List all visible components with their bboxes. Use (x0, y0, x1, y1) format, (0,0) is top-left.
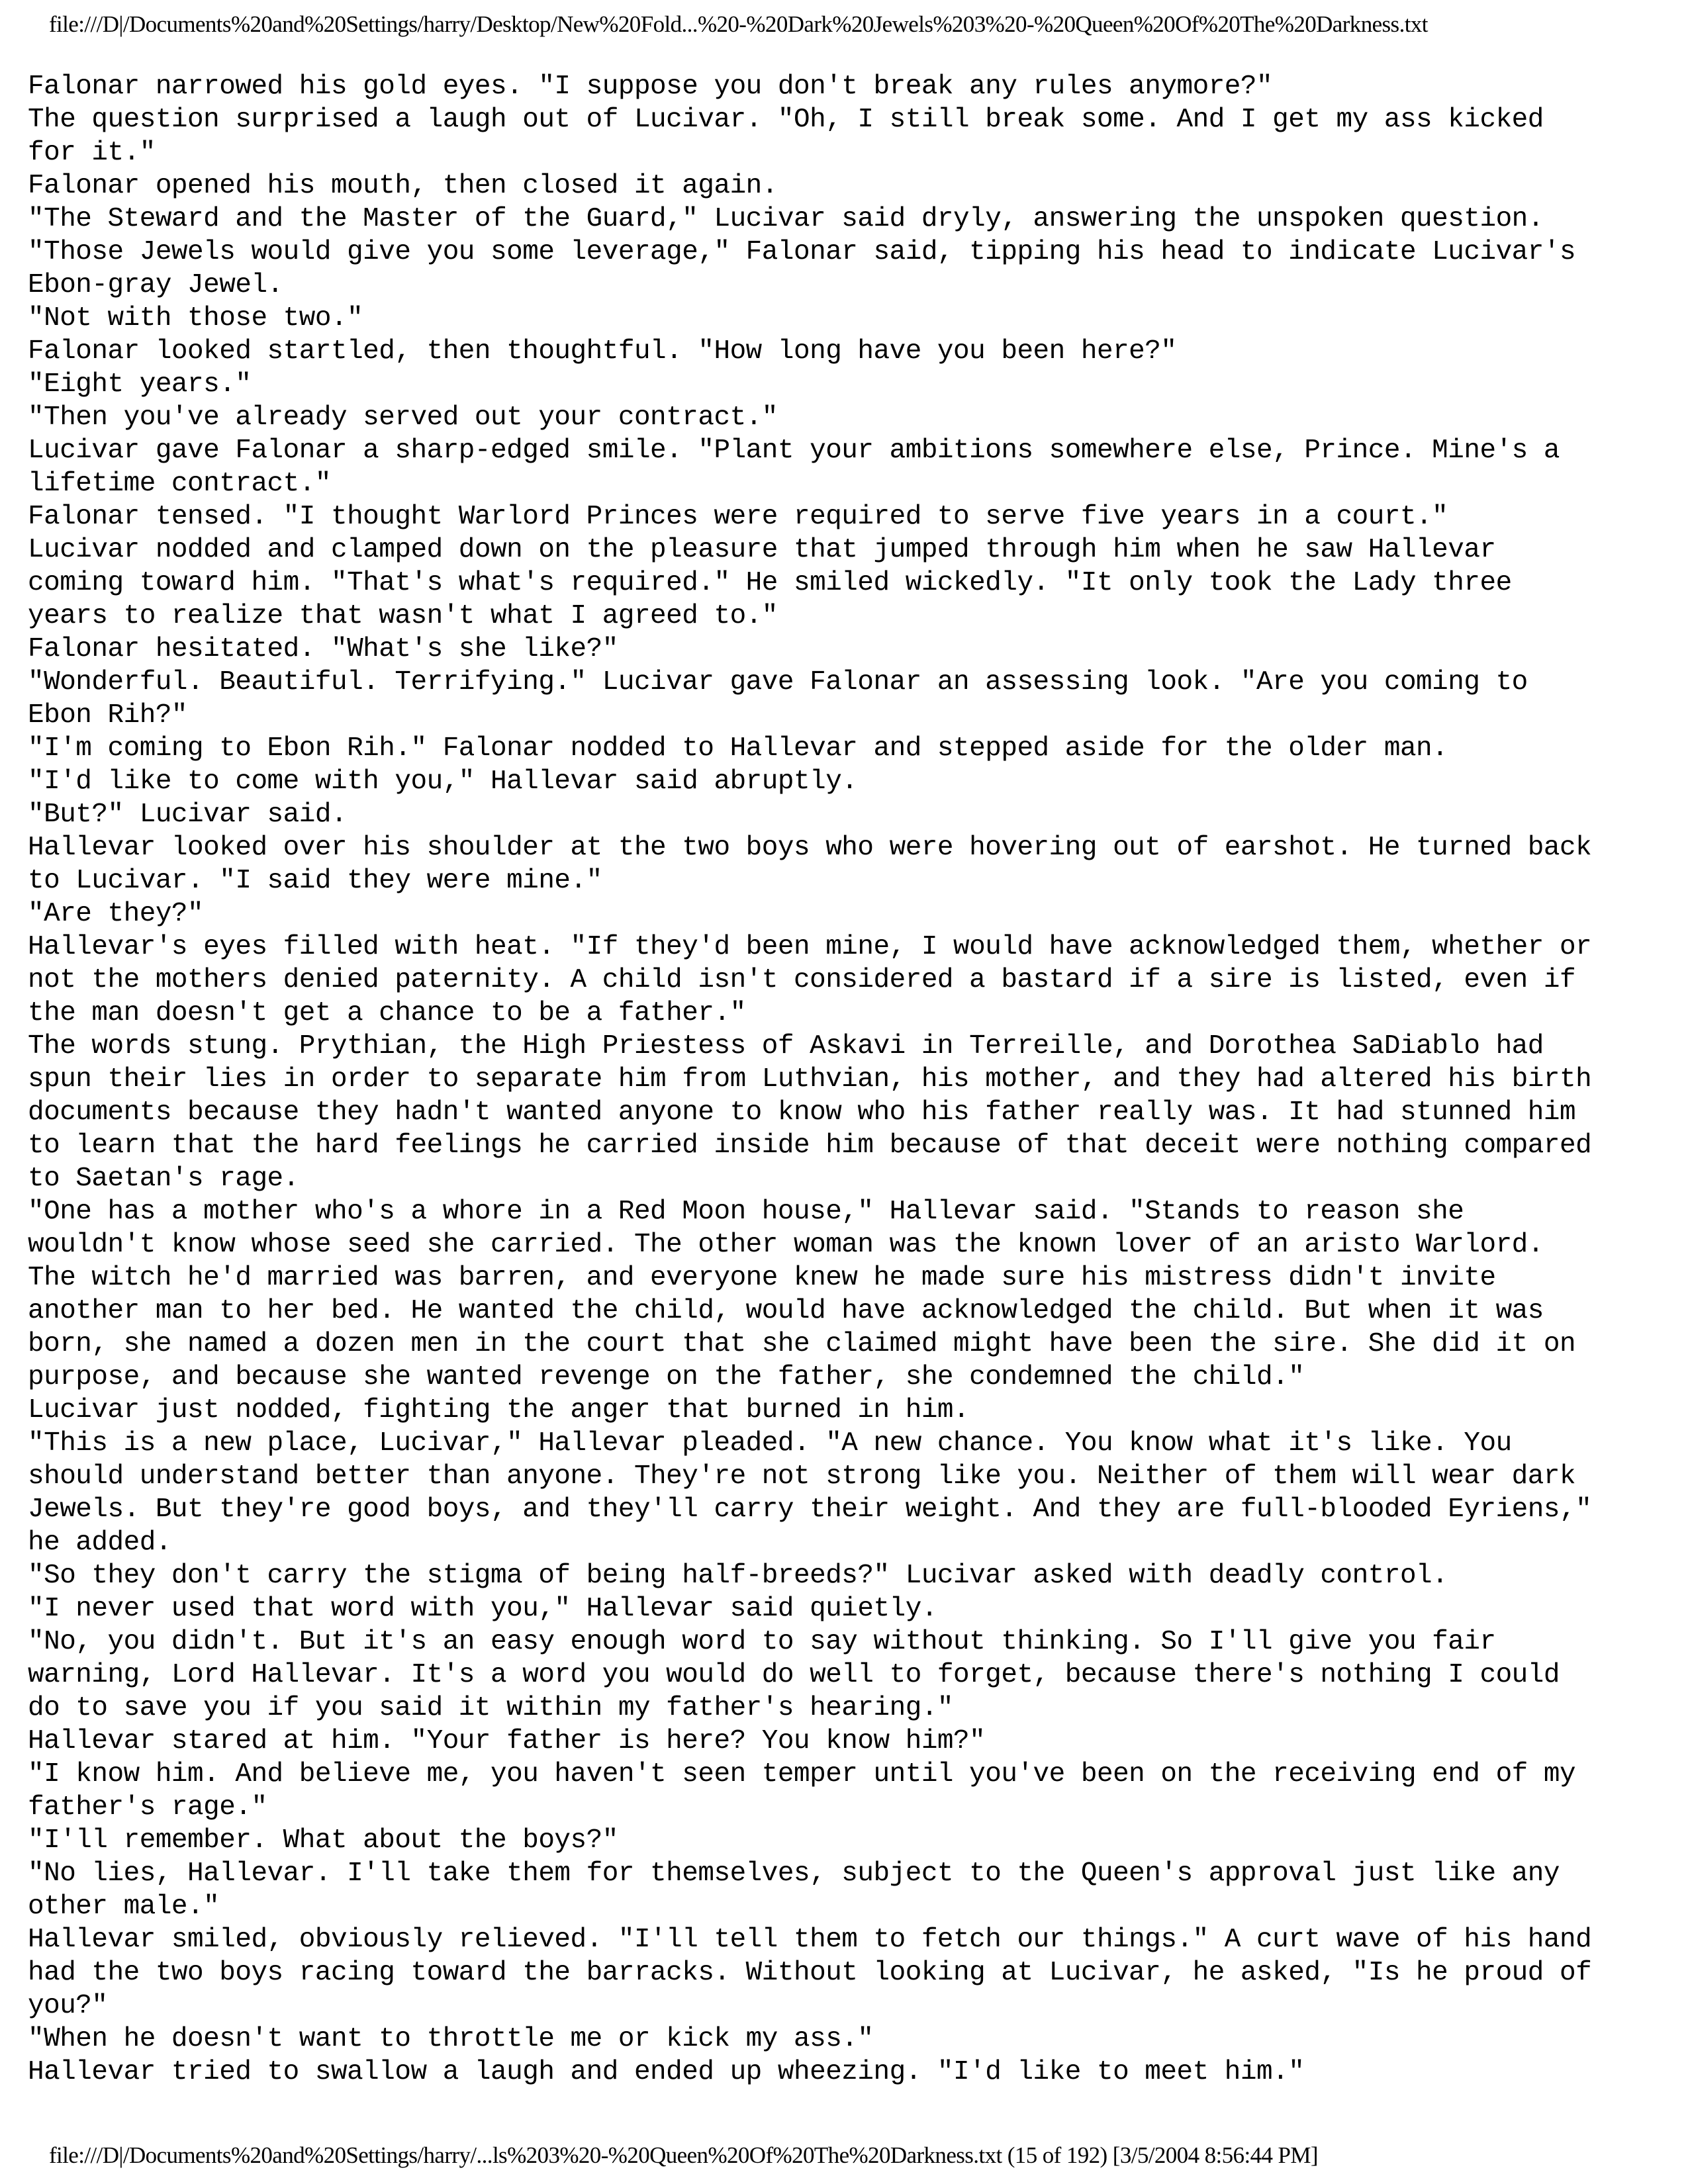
text-line: Falonar narrowed his gold eyes. "I suppose you don't break any rules anymore?" (28, 71, 1273, 102)
text-line: "This is a new place, Lucivar," Hallevar pleaded. "A new chance. You know what it's like. You (28, 1428, 1512, 1459)
text-line: to Lucivar. "I said they were mine." (28, 866, 602, 896)
text-line: to learn that the hard feelings he carried inside him because of that deceit were nothing compared (28, 1130, 1592, 1161)
text-line: Hallevar's eyes filled with heat. "If they'd been mine, I would have acknowledged them, whether or (28, 932, 1592, 962)
text-line: to Saetan's rage. (28, 1163, 299, 1194)
text-line: "One has a mother who's a whore in a Red Moon house," Hallevar said. "Stands to reason she (28, 1197, 1464, 1227)
text-line: years to realize that wasn't what I agreed to." (28, 601, 778, 631)
text-line: Hallevar tried to swallow a laugh and ended up wheezing. "I'd like to meet him." (28, 2057, 1305, 2087)
text-line: for it." (28, 138, 156, 168)
text-line: Ebon Rih?" (28, 700, 188, 731)
text-line: "I know him. And believe me, you haven't seen temper until you've been on the receiving end of my (28, 1759, 1576, 1790)
text-line: he added. (28, 1527, 171, 1558)
text-line: "Wonderful. Beautiful. Terrifying." Lucivar gave Falonar an assessing look. "Are you coming to (28, 667, 1528, 698)
text-line: Falonar hesitated. "What's she like?" (28, 634, 618, 664)
text-line: "No, you didn't. But it's an easy enough word to say without thinking. So I'll give you fair (28, 1627, 1496, 1657)
text-line: should understand better than anyone. They're not strong like you. Neither of them will wear dark (28, 1461, 1576, 1492)
text-line: Lucivar just nodded, fighting the anger that burned in him. (28, 1395, 970, 1426)
text-line: documents because they hadn't wanted anyone to know who his father really was. It had stunned him (28, 1097, 1576, 1128)
text-line: "No lies, Hallevar. I'll take them for themselves, subject to the Queen's approval just like any (28, 1858, 1560, 1889)
text-line: spun their lies in order to separate him from Luthvian, his mother, and they had altered his birth (28, 1064, 1592, 1095)
text-line: warning, Lord Hallevar. It's a word you would do well to forget, because there's nothing I could (28, 1660, 1560, 1690)
text-line: Hallevar smiled, obviously relieved. "I'll tell them to fetch our things." A curt wave of his hand (28, 1925, 1592, 1955)
text-line: Falonar tensed. "I thought Warlord Princes were required to serve five years in a court." (28, 502, 1448, 532)
text-line: Ebon-gray Jewel. (28, 270, 283, 300)
text-line: "Are they?" (28, 899, 204, 929)
text-line: The witch he'd married was barren, and everyone knew he made sure his mistress didn't invite (28, 1263, 1496, 1293)
text-line: "I'd like to come with you," Hallevar said abruptly. (28, 766, 858, 797)
text-line: "Then you've already served out your contract." (28, 402, 778, 433)
text-line: Hallevar stared at him. "Your father is here? You know him?" (28, 1726, 986, 1756)
text-line: Jewels. But they're good boys, and they'll carry their weight. And they are full-blooded Eyriens," (28, 1494, 1592, 1525)
text-line: "The Steward and the Master of the Guard," Lucivar said dryly, answering the unspoken question. (28, 204, 1544, 234)
text-line: father's rage." (28, 1792, 267, 1823)
text-line: other male." (28, 1891, 220, 1922)
text-line: not the mothers denied paternity. A child isn't considered a bastard if a sire is listed, even if (28, 965, 1576, 995)
text-line: Falonar looked startled, then thoughtful. "How long have you been here?" (28, 336, 1177, 367)
text-line: purpose, and because she wanted revenge on the father, she condemned the child." (28, 1362, 1305, 1392)
text-line: "So they don't carry the stigma of being half-breeds?" Lucivar asked with deadly control. (28, 1561, 1448, 1591)
text-line: born, she named a dozen men in the court that she claimed might have been the sire. She did it on (28, 1329, 1576, 1359)
text-line: Hallevar looked over his shoulder at the two boys who were hovering out of earshot. He turned back (28, 833, 1592, 863)
text-line: Lucivar gave Falonar a sharp-edged smile. "Plant your ambitions somewhere else, Prince. Mine's a (28, 435, 1560, 466)
text-line: Falonar opened his mouth, then closed it again. (28, 171, 778, 201)
text-line: coming toward him. "That's what's required." He smiled wickedly. "It only took the Lady three (28, 568, 1512, 598)
document-body (28, 70, 1669, 2089)
text-line: had the two boys racing toward the barracks. Without looking at Lucivar, he asked, "Is he proud of (28, 1958, 1592, 1988)
text-line: "I'm coming to Ebon Rih." Falonar nodded to Hallevar and stepped aside for the older man. (28, 733, 1448, 764)
text-line: the man doesn't get a chance to be a father." (28, 998, 746, 1028)
text-line: "But?" Lucivar said. (28, 799, 348, 830)
text-line: do to save you if you said it within my father's hearing." (28, 1693, 954, 1723)
text-line: "Not with those two." (28, 303, 363, 334)
text-line: Lucivar nodded and clamped down on the pleasure that jumped through him when he saw Hallevar (28, 535, 1496, 565)
text-line: The words stung. Prythian, the High Priestess of Askavi in Terreille, and Dorothea SaDiablo had (28, 1031, 1544, 1062)
text-line: lifetime contract." (28, 469, 331, 499)
text-line: wouldn't know whose seed she carried. The other woman was the known lover of an aristo Warlord. (28, 1230, 1544, 1260)
text-line: "I never used that word with you," Hallevar said quietly. (28, 1594, 937, 1624)
text-line: "Those Jewels would give you some leverage," Falonar said, tipping his head to indicate Lucivar's (28, 237, 1576, 267)
text-line: "When he doesn't want to throttle me or kick my ass." (28, 2024, 874, 2054)
header-file-url: file:///D|/Documents%20and%20Settings/harry/Desktop/New%20Fold...%20-%20Dark%20Jewels%203%20-%20Queen%20Of%20The%20Darkness.txt (49, 11, 1428, 37)
text-line: "I'll remember. What about the boys?" (28, 1825, 618, 1856)
text-line: The question surprised a laugh out of Lucivar. "Oh, I still break some. And I get my ass kicked (28, 105, 1544, 135)
text-line: "Eight years." (28, 369, 252, 400)
text-line: another man to her bed. He wanted the child, would have acknowledged the child. But when it was (28, 1296, 1544, 1326)
text-line: you?" (28, 1991, 108, 2021)
footer-file-url: file:///D|/Documents%20and%20Settings/harry/...ls%203%20-%20Queen%20Of%20The%20Darkness.txt (15 of 192) [3/5/2004 8:56:44 PM] (49, 2142, 1318, 2168)
